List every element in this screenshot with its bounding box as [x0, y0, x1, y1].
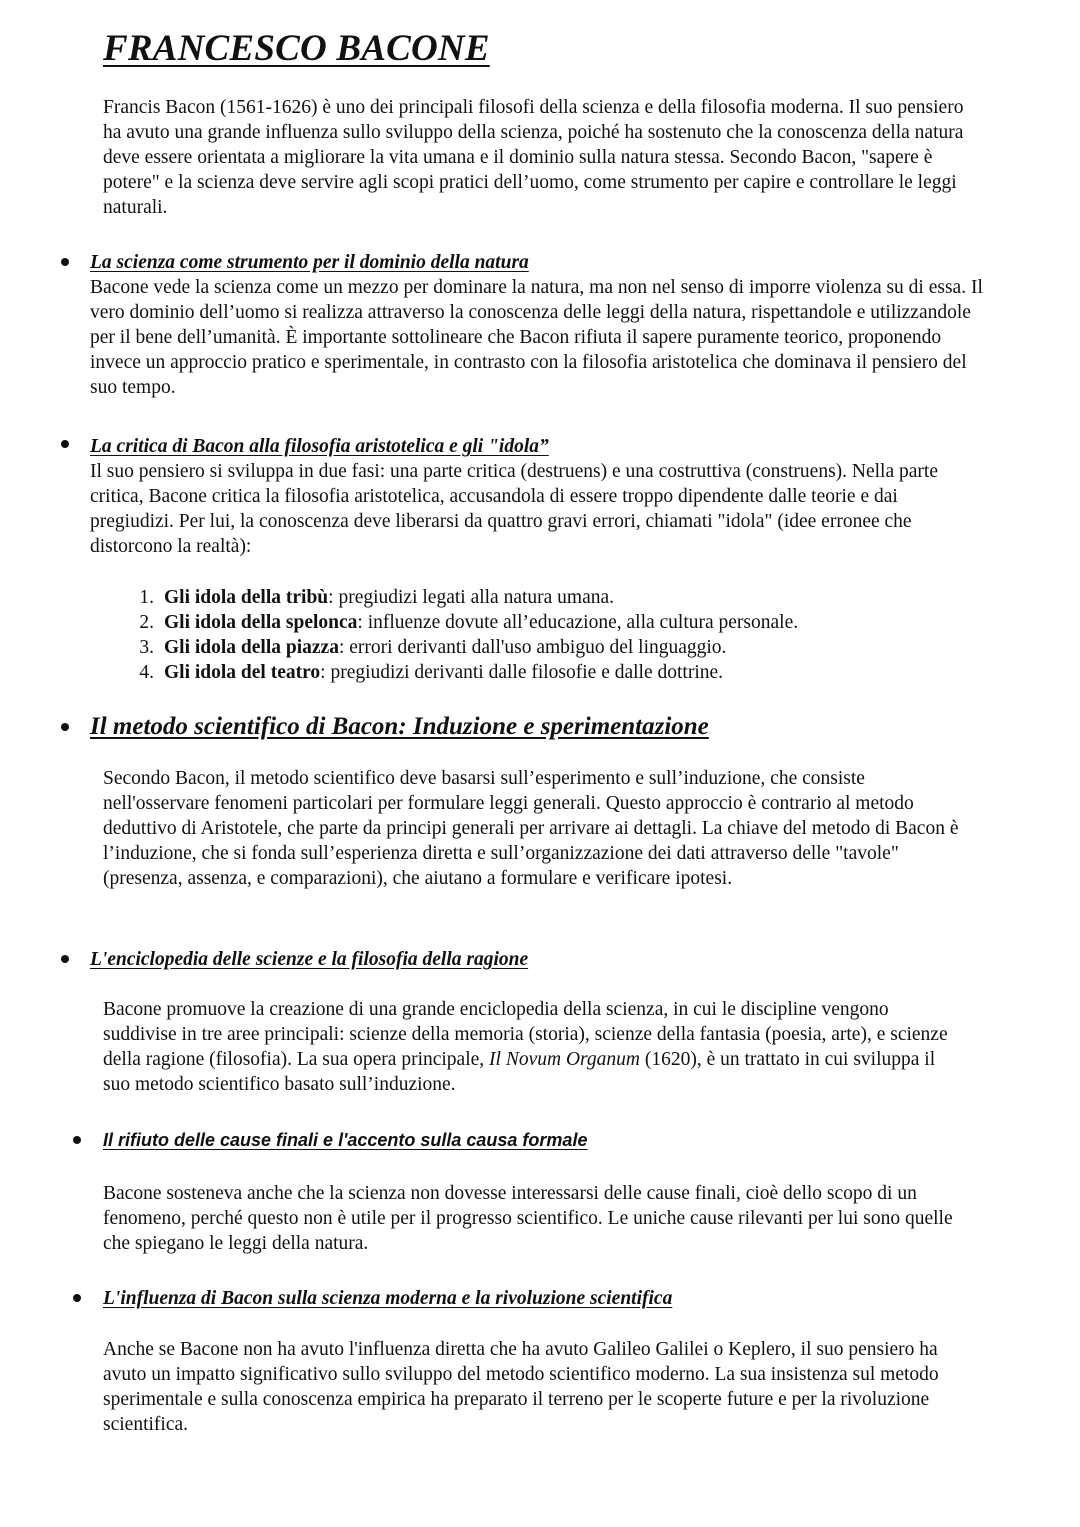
section-body-cause: Bacone sosteneva anche che la scienza non dovesse interessarsi delle cause finali, cioè dello scopo di un fenomeno, perché questo non è utile per il progresso scientifico. Le uniche cause rilevanti per lui sono quelle che spiegano le leggi della natura.	[103, 1183, 953, 1254]
body-text: (1620), è un trattato in cui sviluppa il suo metodo scientifico basato sull’induzione.	[103, 1049, 936, 1095]
list-number: 2.	[139, 612, 154, 633]
bullet-icon	[61, 723, 69, 731]
section-heading-dominio: La scienza come strumento per il dominio della natura	[90, 252, 529, 273]
intro-paragraph: Francis Bacon (1561-1626) è uno dei principali filosofi della scienza e della filosofia moderna. Il suo pensiero ha avuto una grande influenza sullo sviluppo della scienza, poiché ha sostenuto che la conoscenza della natura deve essere orientata a migliorare la vita umana e il dominio sulla natura stessa. Secondo Bacon, "sapere è potere" e la scienza deve servire agli scopi pratici dell’uomo, come strumento per capire e controllare le leggi naturali.	[103, 97, 964, 218]
section-heading-cause: Il rifiuto delle cause finali e l'accento sulla causa formale	[103, 1130, 588, 1150]
section-heading-influenza: L'influenza di Bacon sulla scienza moderna e la rivoluzione scientifica	[103, 1288, 673, 1309]
idola-description: : influenze dovute all’educazione, alla cultura personale.	[357, 612, 799, 633]
section-body-enciclopedia	[103, 997, 953, 1097]
bullet-icon	[61, 258, 69, 266]
bullet-icon	[61, 440, 69, 448]
page-title: FRANCESCO BACONE	[103, 28, 490, 69]
idola-term: Gli idola della spelonca	[164, 612, 358, 633]
section-body-idola: Il suo pensiero si sviluppa in due fasi: una parte critica (destruens) e una costruttiva (construens). Nella parte critica, Bacone critica la filosofia aristotelica, accusandola di essere troppo dipendente dalle teorie e dai pregiudizi. Per lui, la conoscenza deve liberarsi da quattro gravi errori, chiamati "idola" (idee erronee che distorcono la realtà):	[90, 461, 938, 557]
idola-list	[132, 585, 972, 685]
section-body-metodo: Secondo Bacon, il metodo scientifico deve basarsi sull’esperimento e sull’induzione, che consiste nell'osservare fenomeni particolari per formulare leggi generali. Questo approccio è contrario al metodo deduttivo di Aristotele, che parte da principi generali per arrivare ai dettagli. La chiave del metodo di Bacon è l’induzione, che si fonda sull’esperienza diretta e sull’organizzazione dei dati attraverso delle "tavole" (presenza, assenza, e comparazioni), che aiutano a formulare e verificare ipotesi.	[103, 768, 959, 889]
section-heading-idola: La critica di Bacon alla filosofia aristotelica e gli "idola”	[90, 436, 549, 457]
bullet-icon	[73, 1294, 81, 1302]
list-number: 1.	[139, 587, 154, 608]
list-number: 4.	[139, 662, 154, 683]
bullet-icon	[73, 1136, 81, 1144]
list-number: 3.	[139, 637, 154, 658]
idola-item	[132, 585, 972, 610]
section-heading-enciclopedia: L'enciclopedia delle scienze e la filosofia della ragione	[90, 949, 529, 970]
section-body-dominio: Bacone vede la scienza come un mezzo per dominare la natura, ma non nel senso di imporre violenza su di essa. Il vero dominio dell’uomo si realizza attraverso la conoscenza delle leggi della natura, rispettandole e utilizzandole per il bene dell’umanità. È importante sottolineare che Bacon rifiuta il sapere puramente teorico, proponendo invece un approccio pratico e sperimentale, in contrasto con la filosofia aristotelica che dominava il pensiero del suo tempo.	[90, 277, 983, 398]
idola-description: : pregiudizi legati alla natura umana.	[328, 587, 615, 608]
idola-term: Gli idola del teatro	[164, 662, 321, 683]
idola-term: Gli idola della tribù	[164, 587, 329, 608]
idola-term: Gli idola della piazza	[164, 637, 339, 658]
section-heading-metodo: Il metodo scientifico di Bacon: Induzione e sperimentazione	[90, 713, 709, 740]
bullet-icon	[61, 955, 69, 963]
section-body-influenza: Anche se Bacone non ha avuto l'influenza diretta che ha avuto Galileo Galilei o Keplero, il suo pensiero ha avuto un impatto significativo sullo sviluppo del metodo scientifico moderno. La sua insistenza sul metodo sperimentale e sulla conoscenza empirica ha preparato il terreno per le scoperte future e per la rivoluzione scientifica.	[103, 1339, 939, 1435]
idola-item	[132, 610, 972, 635]
idola-item	[132, 660, 972, 685]
idola-description: : errori derivanti dall'uso ambiguo del linguaggio.	[338, 637, 727, 658]
idola-description: : pregiudizi derivanti dalle filosofie e dalle dottrine.	[320, 662, 724, 683]
body-text: Bacone promuove la creazione di una grande enciclopedia della scienza, in cui le discipline vengono suddivise in tre aree principali: scienze della memoria (storia), scienze della fantasia (poesia, arte), e scienze della ragione (filosofia). La sua opera principale,	[103, 999, 948, 1070]
work-title: Il Novum Organum	[489, 1049, 640, 1070]
idola-item	[132, 635, 972, 660]
